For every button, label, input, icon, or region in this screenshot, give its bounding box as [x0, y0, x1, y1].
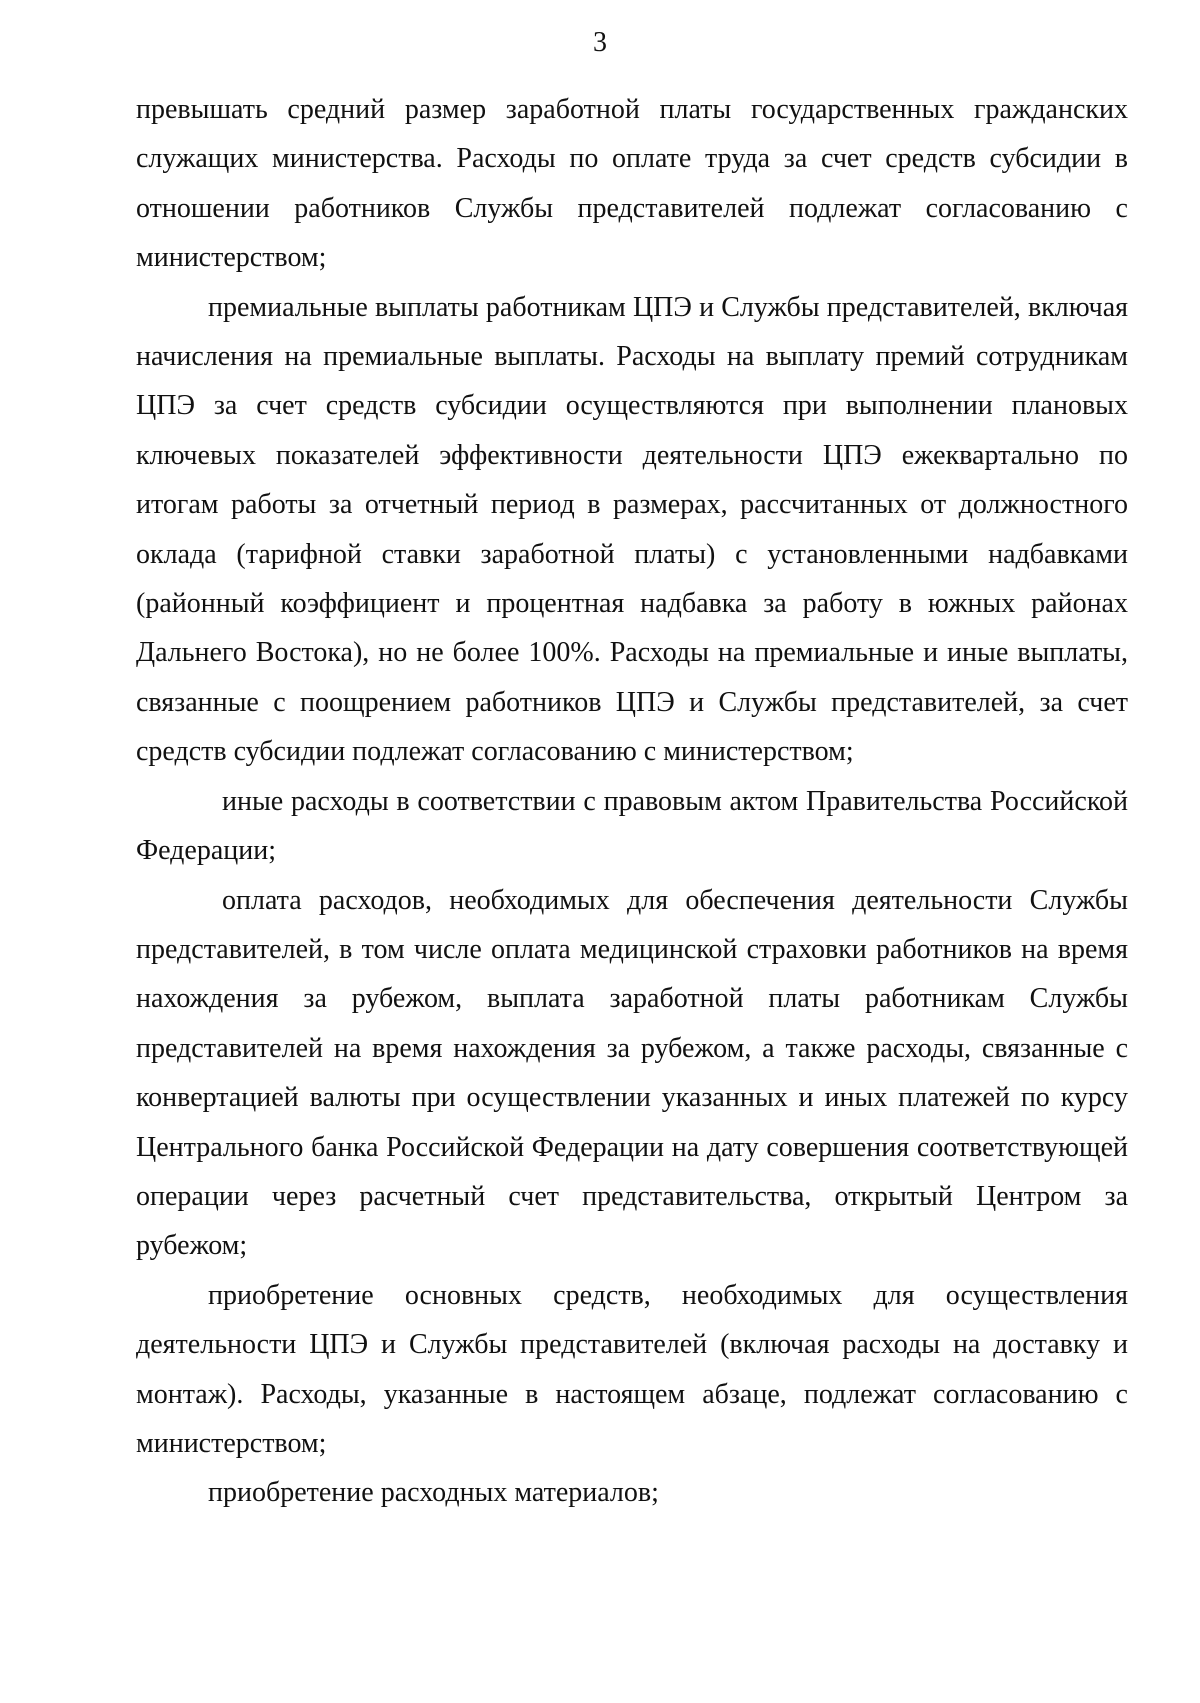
paragraph-other-expenses: иные расходы в соответствии с правовым актом Правительства Российской Федерации; — [136, 785, 1128, 867]
paragraph-representative-service-expenses: оплата расходов, необходимых для обеспечения деятельности Службы представителей, в том числе оплата медицинской страховки работников на время нахождения за рубежом, выплата заработной платы работникам Службы представителей на время нахождения за рубежом, а также расходы, связанные с конвертацией валюты при осуществлении указанных и иных платежей по курсу Центрального банка Российской Федерации на дату совершения соответствующей операции через расчетный счет представительства, открытый Центром за рубежом; — [136, 884, 1128, 1262]
page-number: 3 — [593, 27, 607, 58]
paragraph-fixed-assets: приобретение основных средств, необходимых для осуществления деятельности ЦПЭ и Службы представителей (включая расходы на доставку и монтаж). Расходы, указанные в настоящем абзаце, подлежат согласованию с министерством; — [136, 1279, 1128, 1459]
paragraph-consumables: приобретение расходных материалов; — [208, 1477, 659, 1509]
paragraph-bonus-payments: премиальные выплаты работникам ЦПЭ и Службы представителей, включая начисления на премиальные выплаты. Расходы на выплату премий сотрудникам ЦПЭ за счет средств субсидии осуществляются при выполнении плановых ключевых показателей эффективности деятельности ЦПЭ ежеквартально по итогам работы за отчетный период в размерах, рассчитанных от должностного оклада (тарифной ставки заработной платы) с установленными надбавками (районный коэффициент и процентная надбавка за работу в южных районах Дальнего Востока), но не более 100%. Расходы на премиальные и иные выплаты, связанные с поощрением работников ЦПЭ и Службы представителей, за счет средств субсидии подлежат согласованию с министерством; — [136, 291, 1128, 768]
document-body — [136, 85, 1128, 1518]
paragraph-salary-limit: превышать средний размер заработной платы государственных гражданских служащих министерства. Расходы по оплате труда за счет средств субсидии в отношении работников Службы представителей подлежат согласованию с министерством; — [136, 94, 1128, 274]
